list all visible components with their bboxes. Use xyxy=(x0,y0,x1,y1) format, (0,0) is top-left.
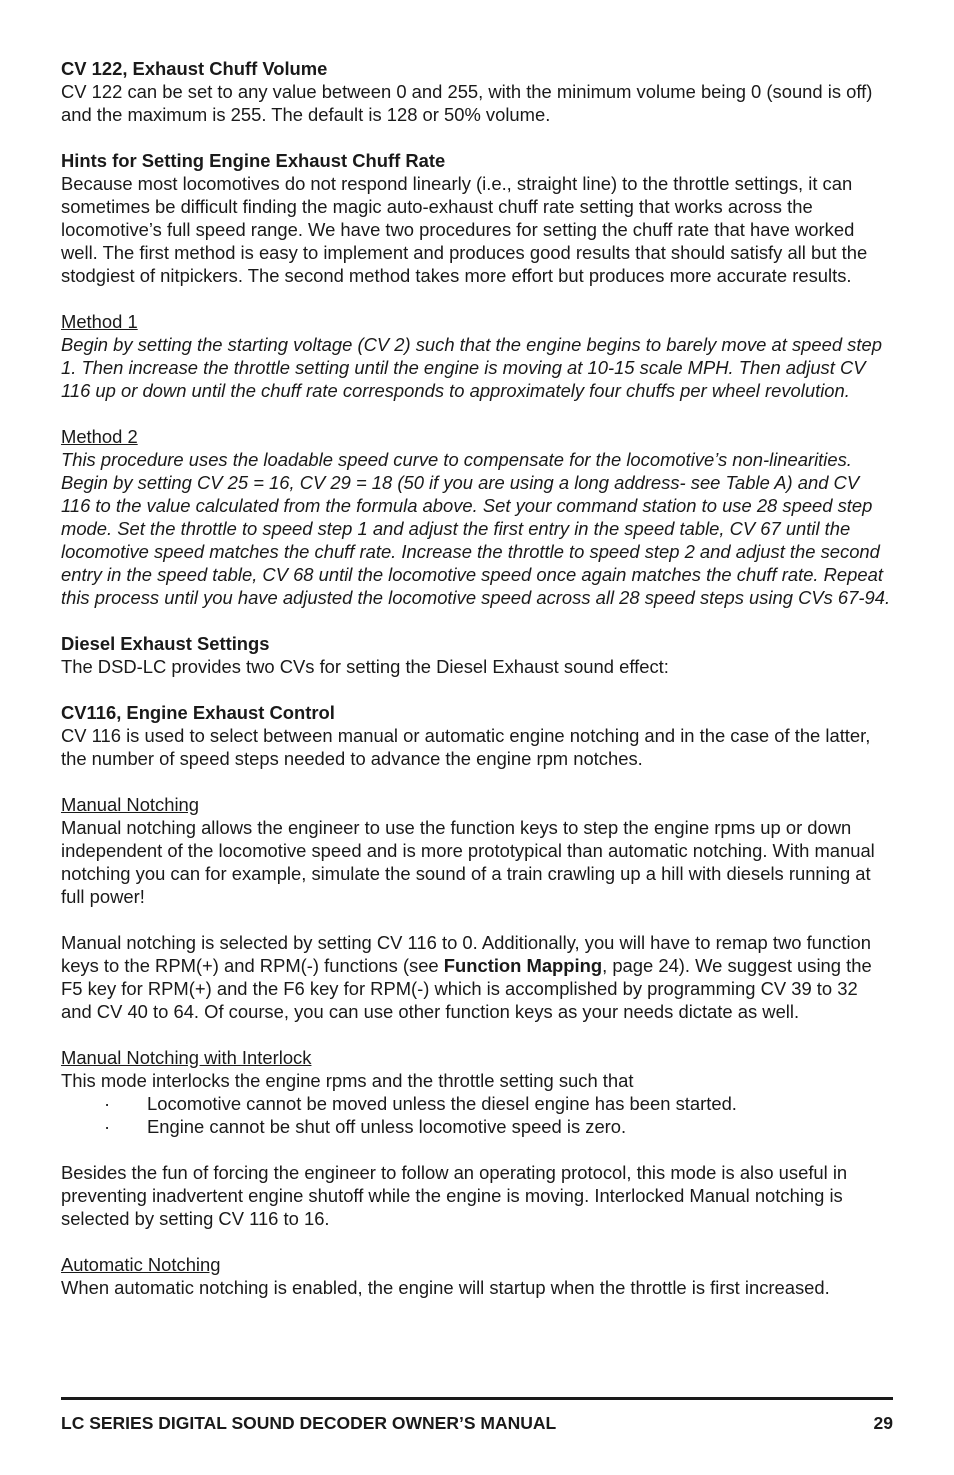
subsection-heading: Manual Notching xyxy=(61,794,200,815)
section-method-1 xyxy=(61,310,891,402)
paragraph: The DSD-LC provides two CVs for setting the Diesel Exhaust sound effect: xyxy=(61,656,669,677)
paragraph: Besides the fun of forcing the engineer to follow an operating protocol, this mode is also useful in preventing inadvertent engine shutoff while the engine is moving. Interlocked Manual notching is selected by setting CV 116 to 16. xyxy=(61,1162,848,1229)
footer-rule xyxy=(61,1397,893,1400)
paragraph: Manual notching allows the engineer to use the function keys to step the engine rpms up or down independent of the locomotive speed and is more prototypical than automatic notching. With manual notching you can for example, simulate the sound of a train crawling up a hill with diesels running at full power! xyxy=(61,817,875,907)
section-diesel xyxy=(61,632,891,678)
section-interlock xyxy=(61,1046,891,1138)
list-item-text: Engine cannot be shut off unless locomotive speed is zero. xyxy=(147,1116,627,1137)
list-item xyxy=(61,1115,891,1138)
section-automatic xyxy=(61,1253,891,1299)
paragraph: This mode interlocks the engine rpms and the throttle setting such that xyxy=(61,1070,634,1091)
section-cv116 xyxy=(61,701,891,770)
section-manual-notching-2 xyxy=(61,931,891,1023)
page-content xyxy=(61,57,891,1322)
paragraph: CV 116 is used to select between manual or automatic engine notching and in the case of the latter, the number of speed steps needed to advance the engine rpm notches. xyxy=(61,725,871,769)
bullet-icon: · xyxy=(104,1093,111,1114)
subsection-heading: Method 1 xyxy=(61,311,138,332)
paragraph: Begin by setting the starting voltage (CV 2) such that the engine begins to barely move at speed step 1. Then increase the throttle setting until the engine is moving at 10-15 scale MPH. Then adjust CV 116 up or down until the chuff rate corresponds to approximately four chuffs per wheel revolution. xyxy=(61,334,882,401)
page-number: 29 xyxy=(873,1413,893,1433)
paragraph xyxy=(61,931,891,1023)
section-hints xyxy=(61,149,891,287)
bullet-list xyxy=(61,1092,891,1138)
section-heading: Hints for Setting Engine Exhaust Chuff Rate xyxy=(61,150,446,171)
section-interlock-2 xyxy=(61,1161,891,1230)
page-footer xyxy=(61,1412,893,1435)
paragraph: CV 122 can be set to any value between 0 and 255, with the minimum volume being 0 (sound is off) and the maximum is 255. The default is 128 or 50% volume. xyxy=(61,81,873,125)
text-run: Manual notching is selected by setting CV 116 to 0. Additionally, you will have to remap two function keys to the RPM(+) and RPM(-) functions (see xyxy=(61,932,871,976)
bullet-icon: · xyxy=(104,1116,111,1137)
cross-reference: Function Mapping xyxy=(443,955,603,976)
subsection-heading: Method 2 xyxy=(61,426,138,447)
subsection-heading: Automatic Notching xyxy=(61,1254,221,1275)
paragraph: When automatic notching is enabled, the engine will startup when the throttle is first increased. xyxy=(61,1277,830,1298)
footer-title: LC SERIES DIGITAL SOUND DECODER OWNER’S MANUAL xyxy=(61,1413,557,1433)
text-run: , page 24). We suggest using the F5 key for RPM(+) and the F6 key for RPM(-) which is accomplished by programming CV 39 to 32 and CV 40 to 64. Of course, you can use other function keys as your needs dictate as well. xyxy=(61,955,872,1022)
paragraph: Because most locomotives do not respond linearly (i.e., straight line) to the throttle settings, it can sometimes be difficult finding the magic auto-exhaust chuff rate setting that works across the locomotive’s full speed range. We have two procedures for setting the chuff rate that have worked well. The first method is easy to implement and produces good results that should satisfy all but the stodgiest of nitpickers. The second method takes more effort but produces more accurate results. xyxy=(61,173,868,286)
section-heading: Diesel Exhaust Settings xyxy=(61,633,270,654)
list-item xyxy=(61,1092,891,1115)
section-heading: CV 122, Exhaust Chuff Volume xyxy=(61,58,328,79)
section-manual-notching xyxy=(61,793,891,908)
section-method-2 xyxy=(61,425,891,609)
subsection-heading: Manual Notching with Interlock xyxy=(61,1047,312,1068)
section-heading: CV116, Engine Exhaust Control xyxy=(61,702,335,723)
list-item-text: Locomotive cannot be moved unless the diesel engine has been started. xyxy=(147,1093,737,1114)
paragraph: This procedure uses the loadable speed curve to compensate for the locomotive’s non-linearities. Begin by setting CV 25 = 16, CV 29 = 18 (50 if you are using a long address- see Table A) and CV 116 to the value calculated from the formula above. Set your command station to use 28 speed step mode. Set the throttle to speed step 1 and adjust the first entry in the speed table, CV 67 until the locomotive speed matches the chuff rate. Increase the throttle to speed step 2 and adjust the second entry in the speed table, CV 68 until the locomotive speed once again matches the chuff rate. Repeat this process until you have adjusted the locomotive speed across all 28 speed steps using CVs 67-94. xyxy=(61,449,891,608)
section-cv122 xyxy=(61,57,891,126)
